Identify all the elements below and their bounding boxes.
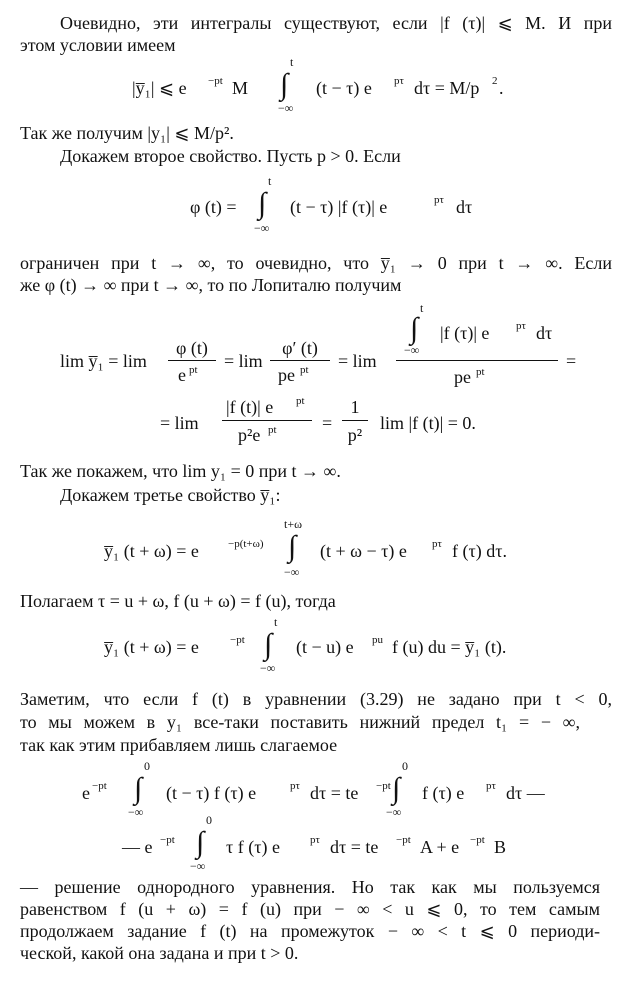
text-line: — решение однородного уравнения. Но так как мы пользуемся bbox=[20, 877, 600, 897]
text-line: же φ (t) → ∞ при t → ∞, то по Лопиталю получим bbox=[20, 275, 402, 295]
book-page: Очевидно, эти интегралы существуют, если |f (τ)| ⩽ M. И при этом условии имеем |y̅₁| ⩽ e −pt M t ∫ −∞ (t − τ) e pτ dτ = M/p 2 . Так же получим |y₁| ⩽ M/p². Докажем второе свойство. Пусть p > 0. Если φ (t) = t ∫ −∞ (t − τ) |f (τ)| e pτ dτ ограничен при t → ∞, то очевидно, что y̅₁ → 0 при t → ∞. Если же φ (t) → ∞ при t → ∞, то по Лопиталю получим lim y̅₁ = lim φ (t) e pt = lim φ′ (t) pe pt = lim t ∫ −∞ |f (τ)| e pτ dτ pe pt = = lim |f (t)| e pt p²e pt = 1 p² lim |f (t)| = 0. Так же покажем, что lim y₁ = 0 при t → ∞. Докажем третье свойство y̅₁: y̅₁ (t + ω) = e −p(t+ω) t+ω ∫ −∞ (t + ω − τ) e pτ f (τ) dτ. Полагаем τ = u + ω, f (u + ω) = f (u), тогда y̅₁ (t + ω) = e −pt t ∫ −∞ (t − u) e pu f (u) du = y̅₁ (t). Заметим, что если f (t) в уравнении (3.29) не задано при t < 0, то мы можем в y₁ все-таки поставить нижний предел t₁ = − ∞, так как этим прибавляем лишь слагаемое e −pt 0 ∫ −∞ (t − τ) f (τ) e pτ dτ = te −pt 0 ∫ −∞ f (τ) e pτ dτ — — e −pt 0 ∫ −∞ τ f (τ) e pτ dτ = te −pt A + e −pt B — решение однородного уравнения. Но так как мы пользуемся равенством f (u + ω) = f (u) при − ∞ < u ⩽ 0, то тем самым продолжаем задание f (t) на промежуток − ∞ < t ⩽ 0 периоди- ческой, какой она задана и при t > 0. bbox=[20, 13, 612, 963]
text-line: Так же получим |y₁| ⩽ M/p². bbox=[20, 123, 234, 143]
text-line: Докажем второе свойство. Пусть p > 0. Если bbox=[60, 146, 401, 166]
text-line: ограничен при t → ∞, то очевидно, что y̅₁ → 0 при t → ∞. Если bbox=[20, 253, 612, 273]
text-line: равенством f (u + ω) = f (u) при − ∞ < u ⩽ 0, то тем самым bbox=[20, 899, 600, 919]
text-line: Полагаем τ = u + ω, f (u + ω) = f (u), тогда bbox=[20, 591, 336, 611]
text-line: продолжаем задание f (t) на промежуток − ∞ < t ⩽ 0 периоди- bbox=[20, 921, 600, 941]
text-line: так как этим прибавляем лишь слагаемое bbox=[20, 735, 338, 755]
text-line: ческой, какой она задана и при t > 0. bbox=[20, 943, 299, 963]
text-line: Заметим, что если f (t) в уравнении (3.29) не задано при t < 0, bbox=[20, 689, 612, 709]
text-line: Так же покажем, что lim y₁ = 0 при t → ∞. bbox=[20, 461, 341, 481]
text-line: то мы можем в y₁ все-таки поставить нижний предел t₁ = − ∞, bbox=[20, 712, 580, 732]
text-line: Докажем третье свойство y̅₁: bbox=[60, 485, 281, 505]
text-line: этом условии имеем bbox=[20, 35, 176, 55]
text-line: Очевидно, эти интегралы существуют, если |f (τ)| ⩽ M. И при bbox=[60, 13, 612, 33]
